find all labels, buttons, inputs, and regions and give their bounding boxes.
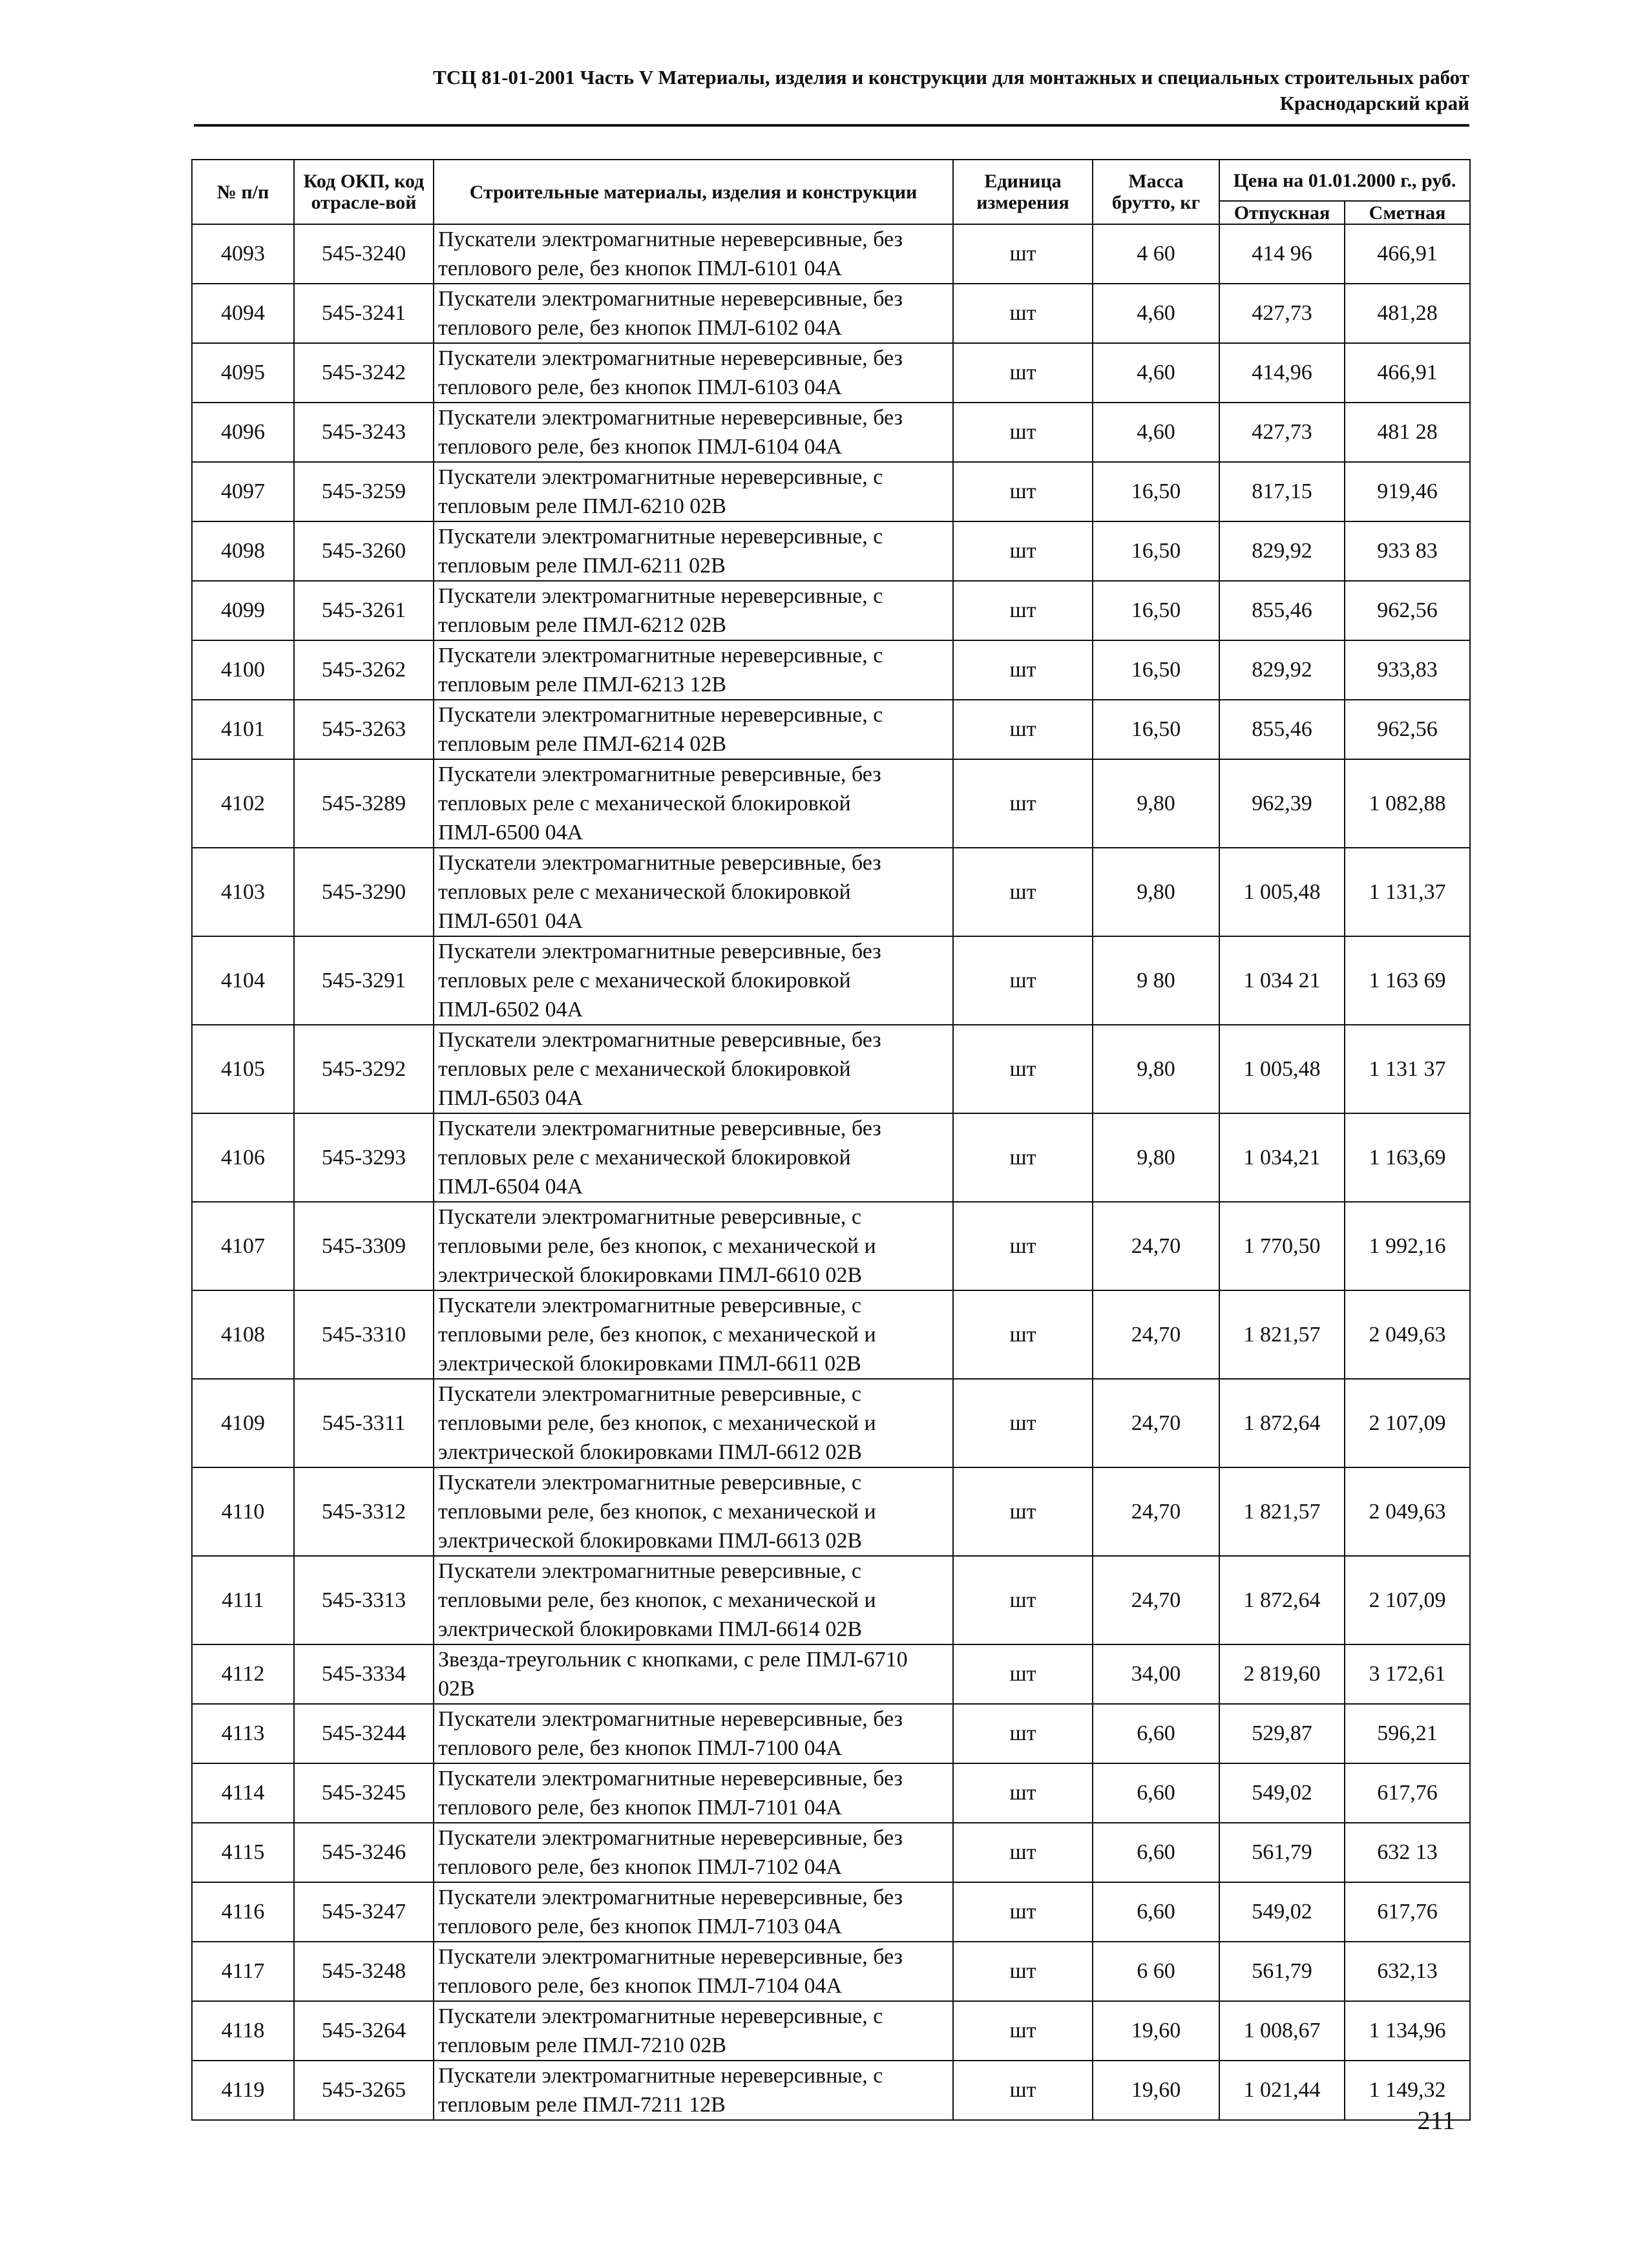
okp-code: 545-3292 (294, 1025, 434, 1113)
gross-mass: 4,60 (1093, 343, 1219, 403)
okp-code: 545-3264 (294, 2001, 434, 2061)
estimate-price: 481 28 (1345, 403, 1470, 462)
material-name: Пускатели электромагнитные реверсивные, без тепловых реле с механической блокировкой ПМЛ-6500 04А (434, 759, 953, 848)
document-title: ТСЦ 81-01-2001 Часть V Материалы, изделия и конструкции для монтажных и специальных строительных работ (433, 66, 1469, 89)
table-row (192, 700, 1470, 759)
okp-code: 545-3293 (294, 1113, 434, 1202)
unit-of-measure: шт (953, 936, 1093, 1025)
material-name: Пускатели электромагнитные нереверсивные, без теплового реле, без кнопок ПМЛ-6103 04А (434, 343, 953, 403)
estimate-price: 962,56 (1345, 581, 1470, 640)
row-number: 4113 (192, 1704, 294, 1763)
estimate-price: 1 149,32 (1345, 2061, 1470, 2120)
row-number: 4097 (192, 462, 294, 521)
row-number: 4118 (192, 2001, 294, 2061)
estimate-price: 1 163 69 (1345, 936, 1470, 1025)
unit-of-measure: шт (953, 759, 1093, 848)
material-name: Звезда-треугольник с кнопками, с реле ПМЛ-6710 02В (434, 1644, 953, 1704)
release-price: 529,87 (1219, 1704, 1345, 1763)
material-name: Пускатели электромагнитные реверсивные, с тепловыми реле, без кнопок, с механической и электрической блокировками ПМЛ-6612 02В (434, 1379, 953, 1467)
material-name: Пускатели электромагнитные реверсивные, без тепловых реле с механической блокировкой ПМЛ-6503 04А (434, 1025, 953, 1113)
estimate-price: 1 082,88 (1345, 759, 1470, 848)
okp-code: 545-3248 (294, 1942, 434, 2001)
material-name: Пускатели электромагнитные нереверсивные, без теплового реле, без кнопок ПМЛ-6102 04А (434, 284, 953, 343)
row-number: 4106 (192, 1113, 294, 1202)
table-row (192, 1202, 1470, 1290)
estimate-price: 632,13 (1345, 1942, 1470, 2001)
material-name: Пускатели электромагнитные нереверсивные, с тепловым реле ПМЛ-7210 02В (434, 2001, 953, 2061)
release-price: 829,92 (1219, 640, 1345, 700)
material-name: Пускатели электромагнитные реверсивные, без тепловых реле с механической блокировкой ПМЛ-6504 04А (434, 1113, 953, 1202)
gross-mass: 4,60 (1093, 403, 1219, 462)
col-header-code: Код ОКП, код отрасле-вой (294, 160, 434, 224)
gross-mass: 6 60 (1093, 1942, 1219, 2001)
material-name: Пускатели электромагнитные нереверсивные, с тепловым реле ПМЛ-6214 02В (434, 700, 953, 759)
material-name: Пускатели электромагнитные реверсивные, с тепловыми реле, без кнопок, с механической и электрической блокировками ПМЛ-6613 02В (434, 1467, 953, 1556)
table-row (192, 1467, 1470, 1556)
okp-code: 545-3244 (294, 1704, 434, 1763)
row-number: 4109 (192, 1379, 294, 1467)
release-price: 1 821,57 (1219, 1467, 1345, 1556)
row-number: 4111 (192, 1556, 294, 1644)
material-name: Пускатели электромагнитные реверсивные, с тепловыми реле, без кнопок, с механической и электрической блокировками ПМЛ-6610 02В (434, 1202, 953, 1290)
estimate-price: 919,46 (1345, 462, 1470, 521)
release-price: 1 872,64 (1219, 1556, 1345, 1644)
gross-mass: 9,80 (1093, 759, 1219, 848)
row-number: 4094 (192, 284, 294, 343)
row-number: 4100 (192, 640, 294, 700)
table-row (192, 1704, 1470, 1763)
unit-of-measure: шт (953, 1942, 1093, 2001)
release-price: 1 872,64 (1219, 1379, 1345, 1467)
table-row (192, 848, 1470, 936)
unit-of-measure: шт (953, 581, 1093, 640)
gross-mass: 9,80 (1093, 1113, 1219, 1202)
unit-of-measure: шт (953, 1290, 1093, 1379)
price-table (191, 159, 1471, 2121)
release-price: 1 034,21 (1219, 1113, 1345, 1202)
gross-mass: 24,70 (1093, 1379, 1219, 1467)
table-row (192, 1290, 1470, 1379)
table-row (192, 343, 1470, 403)
release-price: 817,15 (1219, 462, 1345, 521)
gross-mass: 4,60 (1093, 284, 1219, 343)
col-header-price-group: Цена на 01.01.2000 г., руб. (1219, 160, 1470, 201)
estimate-price: 1 131,37 (1345, 848, 1470, 936)
estimate-price: 962,56 (1345, 700, 1470, 759)
material-name: Пускатели электромагнитные нереверсивные, без теплового реле, без кнопок ПМЛ-7104 04А (434, 1942, 953, 2001)
estimate-price: 1 163,69 (1345, 1113, 1470, 1202)
material-name: Пускатели электромагнитные нереверсивные, с тепловым реле ПМЛ-6211 02В (434, 521, 953, 581)
row-number: 4099 (192, 581, 294, 640)
estimate-price: 933,83 (1345, 640, 1470, 700)
estimate-price: 2 049,63 (1345, 1467, 1470, 1556)
row-number: 4116 (192, 1882, 294, 1942)
table-header (192, 160, 1470, 224)
gross-mass: 24,70 (1093, 1290, 1219, 1379)
material-name: Пускатели электромагнитные нереверсивные, с тепловым реле ПМЛ-6212 02В (434, 581, 953, 640)
release-price: 1 034 21 (1219, 936, 1345, 1025)
unit-of-measure: шт (953, 640, 1093, 700)
estimate-price: 1 992,16 (1345, 1202, 1470, 1290)
row-number: 4105 (192, 1025, 294, 1113)
gross-mass: 24,70 (1093, 1556, 1219, 1644)
estimate-price: 617,76 (1345, 1882, 1470, 1942)
unit-of-measure: шт (953, 1202, 1093, 1290)
material-name: Пускатели электромагнитные нереверсивные, с тепловым реле ПМЛ-7211 12В (434, 2061, 953, 2120)
gross-mass: 6,60 (1093, 1882, 1219, 1942)
gross-mass: 16,50 (1093, 521, 1219, 581)
material-name: Пускатели электромагнитные нереверсивные, без теплового реле, без кнопок ПМЛ-7101 04А (434, 1763, 953, 1823)
row-number: 4104 (192, 936, 294, 1025)
unit-of-measure: шт (953, 343, 1093, 403)
table-row (192, 1379, 1470, 1467)
material-name: Пускатели электромагнитные нереверсивные, с тепловым реле ПМЛ-6210 02В (434, 462, 953, 521)
release-price: 561,79 (1219, 1823, 1345, 1882)
unit-of-measure: шт (953, 2001, 1093, 2061)
unit-of-measure: шт (953, 1113, 1093, 1202)
okp-code: 545-3312 (294, 1467, 434, 1556)
material-name: Пускатели электромагнитные нереверсивные, без теплового реле, без кнопок ПМЛ-6101 04А (434, 224, 953, 284)
col-header-mass: Масса брутто, кг (1093, 160, 1219, 224)
page-header (194, 65, 1469, 116)
gross-mass: 19,60 (1093, 2001, 1219, 2061)
okp-code: 545-3242 (294, 343, 434, 403)
okp-code: 545-3290 (294, 848, 434, 936)
release-price: 549,02 (1219, 1763, 1345, 1823)
table-row (192, 1882, 1470, 1942)
unit-of-measure: шт (953, 1467, 1093, 1556)
row-number: 4098 (192, 521, 294, 581)
row-number: 4103 (192, 848, 294, 936)
release-price: 855,46 (1219, 700, 1345, 759)
table-row (192, 1113, 1470, 1202)
unit-of-measure: шт (953, 1556, 1093, 1644)
table-row (192, 462, 1470, 521)
release-price: 1 005,48 (1219, 848, 1345, 936)
release-price: 414 96 (1219, 224, 1345, 284)
row-number: 4095 (192, 343, 294, 403)
row-number: 4114 (192, 1763, 294, 1823)
release-price: 1 008,67 (1219, 2001, 1345, 2061)
okp-code: 545-3243 (294, 403, 434, 462)
page-number: 211 (1417, 2106, 1455, 2135)
gross-mass: 9,80 (1093, 848, 1219, 936)
okp-code: 545-3241 (294, 284, 434, 343)
unit-of-measure: шт (953, 1882, 1093, 1942)
estimate-price: 481,28 (1345, 284, 1470, 343)
okp-code: 545-3262 (294, 640, 434, 700)
table-row (192, 224, 1470, 284)
row-number: 4093 (192, 224, 294, 284)
table-row (192, 2001, 1470, 2061)
estimate-price: 3 172,61 (1345, 1644, 1470, 1704)
row-number: 4112 (192, 1644, 294, 1704)
gross-mass: 9,80 (1093, 1025, 1219, 1113)
estimate-price: 466,91 (1345, 224, 1470, 284)
estimate-price: 617,76 (1345, 1763, 1470, 1823)
unit-of-measure: шт (953, 1704, 1093, 1763)
gross-mass: 16,50 (1093, 700, 1219, 759)
okp-code: 545-3291 (294, 936, 434, 1025)
region-label: Краснодарский край (1279, 92, 1469, 114)
row-number: 4119 (192, 2061, 294, 2120)
release-price: 549,02 (1219, 1882, 1345, 1942)
material-name: Пускатели электромагнитные реверсивные, с тепловыми реле, без кнопок, с механической и электрической блокировками ПМЛ-6611 02В (434, 1290, 953, 1379)
okp-code: 545-3310 (294, 1290, 434, 1379)
unit-of-measure: шт (953, 1763, 1093, 1823)
okp-code: 545-3240 (294, 224, 434, 284)
col-header-price-release: Отпускная (1219, 201, 1345, 224)
estimate-price: 933 83 (1345, 521, 1470, 581)
unit-of-measure: шт (953, 848, 1093, 936)
row-number: 4096 (192, 403, 294, 462)
release-price: 1 021,44 (1219, 2061, 1345, 2120)
gross-mass: 16,50 (1093, 462, 1219, 521)
gross-mass: 24,70 (1093, 1202, 1219, 1290)
unit-of-measure: шт (953, 1823, 1093, 1882)
table-row (192, 640, 1470, 700)
row-number: 4115 (192, 1823, 294, 1882)
gross-mass: 24,70 (1093, 1467, 1219, 1556)
table-row (192, 284, 1470, 343)
okp-code: 545-3261 (294, 581, 434, 640)
okp-code: 545-3245 (294, 1763, 434, 1823)
table-row (192, 1644, 1470, 1704)
header-divider (194, 124, 1469, 127)
material-name: Пускатели электромагнитные нереверсивные, с тепловым реле ПМЛ-6213 12В (434, 640, 953, 700)
release-price: 561,79 (1219, 1942, 1345, 2001)
row-number: 4117 (192, 1942, 294, 2001)
okp-code: 545-3309 (294, 1202, 434, 1290)
row-number: 4107 (192, 1202, 294, 1290)
okp-code: 545-3263 (294, 700, 434, 759)
estimate-price: 1 131 37 (1345, 1025, 1470, 1113)
estimate-price: 1 134,96 (1345, 2001, 1470, 2061)
material-name: Пускатели электромагнитные реверсивные, без тепловых реле с механической блокировкой ПМЛ-6501 04А (434, 848, 953, 936)
estimate-price: 632 13 (1345, 1823, 1470, 1882)
release-price: 855,46 (1219, 581, 1345, 640)
material-name: Пускатели электромагнитные нереверсивные, без теплового реле, без кнопок ПМЛ-6104 04А (434, 403, 953, 462)
release-price: 2 819,60 (1219, 1644, 1345, 1704)
okp-code: 545-3259 (294, 462, 434, 521)
release-price: 1 821,57 (1219, 1290, 1345, 1379)
table-row (192, 2061, 1470, 2120)
okp-code: 545-3334 (294, 1644, 434, 1704)
estimate-price: 2 107,09 (1345, 1556, 1470, 1644)
row-number: 4102 (192, 759, 294, 848)
unit-of-measure: шт (953, 2061, 1093, 2120)
estimate-price: 596,21 (1345, 1704, 1470, 1763)
estimate-price: 2 049,63 (1345, 1290, 1470, 1379)
table-row (192, 1025, 1470, 1113)
gross-mass: 16,50 (1093, 581, 1219, 640)
gross-mass: 6,60 (1093, 1763, 1219, 1823)
table-row (192, 1942, 1470, 2001)
gross-mass: 19,60 (1093, 2061, 1219, 2120)
release-price: 414,96 (1219, 343, 1345, 403)
material-name: Пускатели электромагнитные нереверсивные, без теплового реле, без кнопок ПМЛ-7100 04А (434, 1704, 953, 1763)
okp-code: 545-3311 (294, 1379, 434, 1467)
release-price: 962,39 (1219, 759, 1345, 848)
okp-code: 545-3265 (294, 2061, 434, 2120)
release-price: 427,73 (1219, 284, 1345, 343)
okp-code: 545-3313 (294, 1556, 434, 1644)
unit-of-measure: шт (953, 462, 1093, 521)
table-row (192, 403, 1470, 462)
table-row (192, 521, 1470, 581)
unit-of-measure: шт (953, 284, 1093, 343)
table-row (192, 936, 1470, 1025)
unit-of-measure: шт (953, 1644, 1093, 1704)
table-row (192, 1556, 1470, 1644)
row-number: 4101 (192, 700, 294, 759)
release-price: 1 770,50 (1219, 1202, 1345, 1290)
material-name: Пускатели электромагнитные нереверсивные, без теплового реле, без кнопок ПМЛ-7102 04А (434, 1823, 953, 1882)
row-number: 4110 (192, 1467, 294, 1556)
gross-mass: 9 80 (1093, 936, 1219, 1025)
gross-mass: 4 60 (1093, 224, 1219, 284)
release-price: 829,92 (1219, 521, 1345, 581)
row-number: 4108 (192, 1290, 294, 1379)
material-name: Пускатели электромагнитные нереверсивные, без теплового реле, без кнопок ПМЛ-7103 04А (434, 1882, 953, 1942)
material-name: Пускатели электромагнитные реверсивные, без тепловых реле с механической блокировкой ПМЛ-6502 04А (434, 936, 953, 1025)
gross-mass: 6,60 (1093, 1704, 1219, 1763)
estimate-price: 466,91 (1345, 343, 1470, 403)
col-header-num: № п/п (192, 160, 294, 224)
unit-of-measure: шт (953, 403, 1093, 462)
gross-mass: 6,60 (1093, 1823, 1219, 1882)
okp-code: 545-3289 (294, 759, 434, 848)
unit-of-measure: шт (953, 224, 1093, 284)
material-name: Пускатели электромагнитные реверсивные, с тепловыми реле, без кнопок, с механической и электрической блокировками ПМЛ-6614 02В (434, 1556, 953, 1644)
table-body (192, 224, 1470, 2120)
unit-of-measure: шт (953, 521, 1093, 581)
table-row (192, 581, 1470, 640)
col-header-price-estimate: Сметная (1345, 201, 1470, 224)
release-price: 427,73 (1219, 403, 1345, 462)
okp-code: 545-3260 (294, 521, 434, 581)
col-header-name: Строительные материалы, изделия и конструкции (434, 160, 953, 224)
table-row (192, 1763, 1470, 1823)
okp-code: 545-3247 (294, 1882, 434, 1942)
release-price: 1 005,48 (1219, 1025, 1345, 1113)
estimate-price: 2 107,09 (1345, 1379, 1470, 1467)
gross-mass: 34,00 (1093, 1644, 1219, 1704)
col-header-unit: Единица измерения (953, 160, 1093, 224)
table-row (192, 1823, 1470, 1882)
unit-of-measure: шт (953, 700, 1093, 759)
unit-of-measure: шт (953, 1025, 1093, 1113)
gross-mass: 16,50 (1093, 640, 1219, 700)
unit-of-measure: шт (953, 1379, 1093, 1467)
table-row (192, 759, 1470, 848)
okp-code: 545-3246 (294, 1823, 434, 1882)
